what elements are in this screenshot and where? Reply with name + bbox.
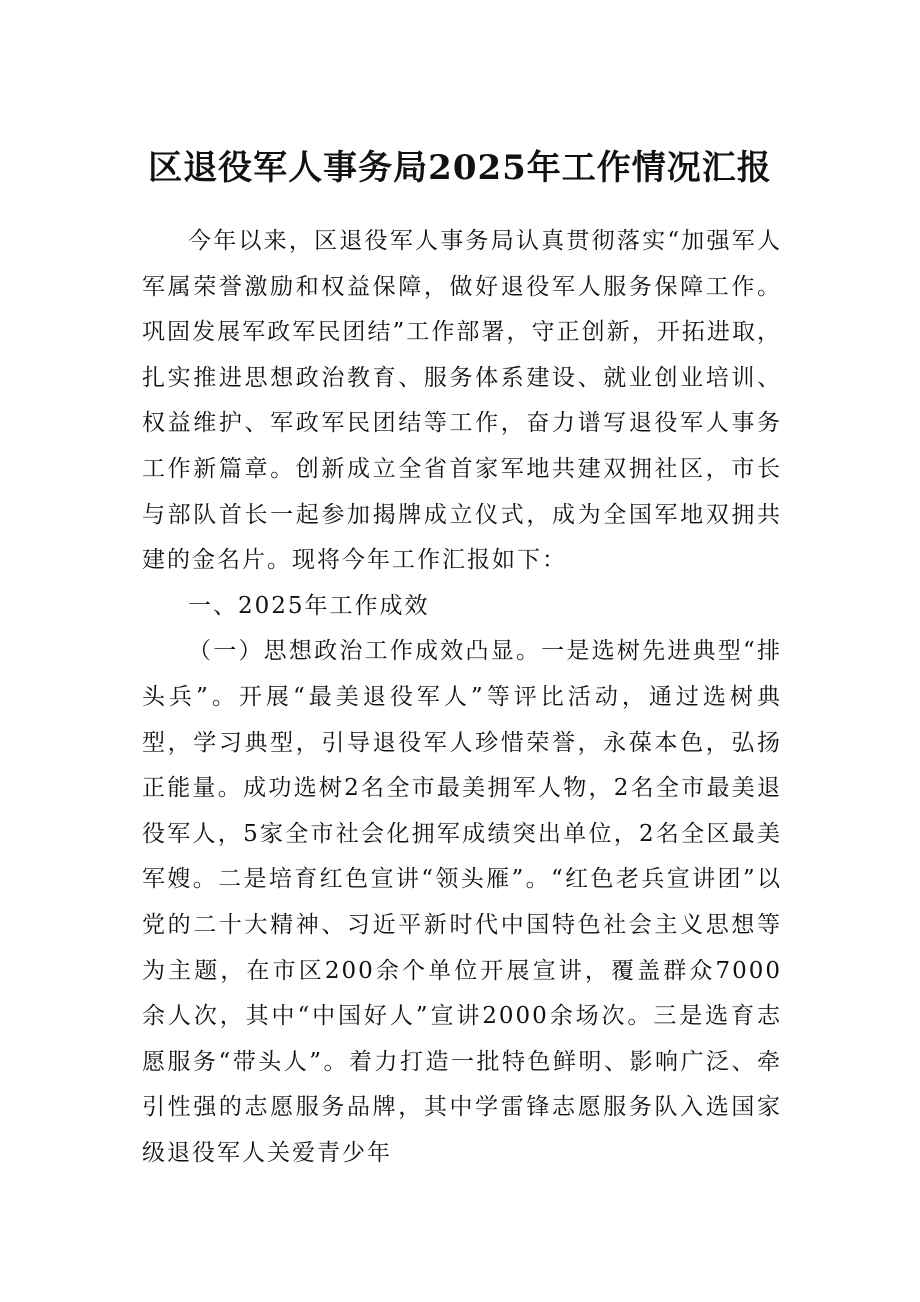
document-title: 区退役军人事务局2025年工作情况汇报 [148,148,772,188]
section-paragraph: （一）思想政治工作成效凸显。一是选树先进典型“排头兵”。开展“最美退役军人”等评比活动，通过选树典型，学习典型，引导退役军人珍惜荣誉，永葆本色，弘扬正能量。成功选树2名全市最美拥军人物，2名全市最美退役军人，5家全市社会化拥军成绩突出单位，2名全区最美军嫂。二是培育红色宣讲“领头雁”。“红色老兵宣讲团”以党的二十大精神、习近平新时代中国特色社会主义思想等为主题，在市区200余个单位开展宣讲，覆盖群众7000余人次，其中“中国好人”宣讲2000余场次。三是选育志愿服务“带头人”。着力打造一批特色鲜明、影响广泛、牵引性强的志愿服务品牌，其中学雷锋志愿服务队入选国家级退役军人关爱青少年 [142,638,782,1166]
document-body [142,219,782,1176]
section-heading: 一、2025年工作成效 [188,592,430,619]
intro-paragraph: 今年以来，区退役军人事务局认真贯彻落实“加强军人军属荣誉激励和权益保障，做好退役军人服务保障工作。巩固发展军政军民团结”工作部署，守正创新，开拓进取，扎实推进思想政治教育、服务体系建设、就业创业培训、权益维护、军政军民团结等工作，奋力谱写退役军人事务工作新篇章。创新成立全省首家军地共建双拥社区，市长与部队首长一起参加揭牌成立仪式，成为全国军地双拥共建的金名片。现将今年工作汇报如下： [142,228,782,574]
